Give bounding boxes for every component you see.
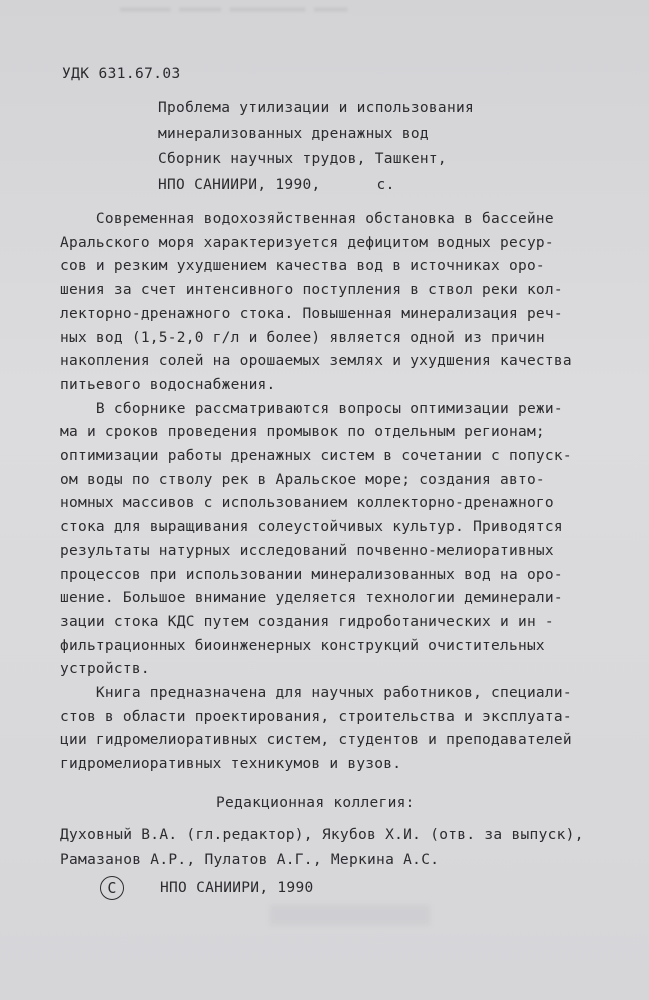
publisher-line <box>158 173 474 199</box>
editorial-board-title: Редакционная коллегия: <box>216 795 415 811</box>
reference-line: минерализованных дренажных вод <box>158 125 429 142</box>
reference-line: Проблема утилизации и использования <box>158 100 475 116</box>
paragraph-1: Современная водохозяйственная обстановка в бассейне Аральского моря характеризуется дефицитом водных ресур- сов и резким ухудшением качества вод в источниках оро- шения за счет интенсивного поступления в ствол реки кол- лекторно-дренажного стока. Повышенная минерализация реч- ных вод (1,5-2,0 г/л и более) является одной из причин накопления солей на орошаемых землях и ухудшения качества питьевого водоснабжения. <box>60 211 572 393</box>
pages-marker: с. <box>376 176 395 193</box>
reference-line: Сборник научных трудов, Ташкент, <box>158 151 447 167</box>
editorial-board-members <box>60 823 584 873</box>
paragraph-3: Книга предназначена для научных работников, специали- стов в области проектирования, строительства и эксплуата- ции гидромелиоративных систем, студентов и преподавателей гидромелиоративных техникумов и вузов. <box>60 685 572 773</box>
publisher-text: НПО САНИИРИ, 1990, <box>158 176 321 193</box>
bibliographic-reference <box>158 96 474 198</box>
abstract-text <box>60 208 600 777</box>
copyright-icon: С <box>100 876 124 900</box>
members-line: Духовный В.А. (гл.редактор), Якубов Х.И. (отв. за выпуск), <box>60 827 584 843</box>
copyright-line <box>100 876 314 900</box>
bleed-through-text: ▬▬▬▬▬▬ ▬▬▬▬▬ ▬▬▬▬▬▬▬▬▬ ▬▬▬▬ <box>120 1 348 17</box>
paragraph-2: В сборнике рассматриваются вопросы оптимизации режи- ма и сроков проведения промывок по отдельным регионам; оптимизации работы дренажных систем в сочетании с попуск- ом воды по стволу рек в Аральское море; создания авто- номных массивов с использованием коллекторно-дренажного стока для выращивания солеустойчивых культур. Приводятся результаты натурных исследований почвенно-мелиоративных процессов при использовании минерализованных вод на оро- шение. Большое внимание уделяется технологии деминерали- зации стока КДС путем создания гидроботанических и ин - фильтрационных биоинженерных конструкций очистительных устройств. <box>60 400 572 678</box>
copyright-text: НПО САНИИРИ, 1990 <box>160 880 314 896</box>
udk-code: УДК 631.67.03 <box>62 66 181 82</box>
faint-stamp-mark <box>270 905 430 925</box>
members-line: Рамазанов А.Р., Пулатов А.Г., Меркина А.С. <box>60 852 440 868</box>
